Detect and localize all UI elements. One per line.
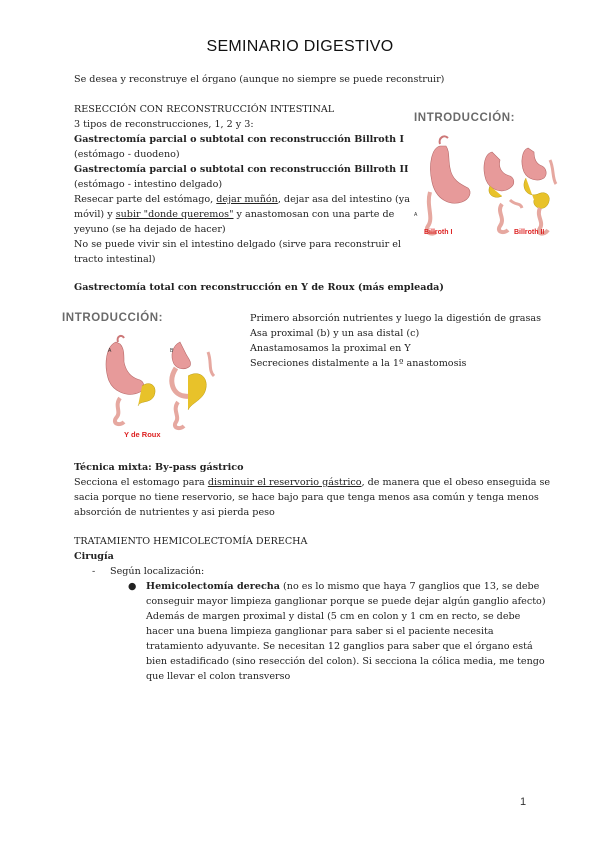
figure-roux-title: INTRODUCCIÓN:	[62, 312, 164, 324]
resect-line-1: Resecar parte del estómago, dejar muñón, dejar asa del intestino (ya	[74, 194, 410, 205]
intro-line: Se desea y reconstruye el órgano (aunque no siempre se puede reconstruir)	[74, 74, 445, 85]
roux-illustration	[58, 306, 238, 446]
figure-roux-label-a: A	[108, 348, 112, 354]
hemi-line-2: conseguir mayor limpieza ganglionar porque se puede dejar algún ganglio afecto)	[146, 596, 546, 607]
billroth2-desc: (estómago - intestino delgado)	[74, 179, 223, 190]
section-heading-reseccion: RESECCIÓN CON RECONSTRUCCIÓN INTESTINAL	[74, 104, 335, 115]
billroth2-title: Gastrectomía parcial o subtotal con reconstrucción Billroth II	[74, 164, 409, 175]
roux-note-4: Secreciones distalmente a la 1º anastomosis	[250, 358, 467, 369]
hemi-line-5: tratamiento adyuvante. Se necesitan 12 ganglios para saber que el órgano está	[146, 641, 533, 652]
bypass-line-2: sacia porque no tiene reservorio, se hace bajo para que tenga menos asa común y tenga menos	[74, 492, 539, 503]
billroth1-title: Gastrectomía parcial o subtotal con reconstrucción Billroth I	[74, 134, 404, 145]
hemicolectomia-bold: Hemicolectomía derecha	[146, 581, 280, 592]
figure-roux	[58, 306, 238, 446]
page-number: 1	[520, 796, 527, 808]
label-billroth-2: Billroth II	[514, 229, 545, 236]
bypass-title: Técnica mixta: By-pass gástrico	[74, 462, 244, 473]
dash-list-item: - Según localización:	[92, 566, 205, 577]
hemi-line-1: Hemicolectomía derecha (no es lo mismo que haya 7 ganglios que 13, se debe	[146, 581, 540, 592]
hemi-line-7: que llevar el colon transverso	[146, 671, 291, 682]
tratamiento-heading: TRATAMIENTO HEMICOLECTOMÍA DERECHA	[74, 536, 308, 547]
roux-title: Gastrectomía total con reconstrucción en Y de Roux (más empleada)	[74, 282, 444, 293]
label-y-de-roux: Y de Roux	[124, 430, 161, 439]
resect-line-3: yeyuno (se ha dejado de hacer)	[74, 224, 226, 235]
types-line: 3 tipos de reconstrucciones, 1, 2 y 3:	[74, 119, 254, 130]
bullet-dot: ●	[128, 581, 137, 592]
roux-note-3: Anastamosamos la proximal en Y	[250, 343, 411, 354]
cirugia-label: Cirugía	[74, 551, 114, 562]
resect-line-2: móvil) y subir "donde queremos" y anastomosan con una parte de	[74, 209, 395, 220]
billroth1-desc: (estómago - duodeno)	[74, 149, 180, 160]
bypass-line-1: Secciona el estomago para disminuir el reservorio gástrico, de manera que el obeso enseguida se	[74, 477, 551, 488]
figure-billroth-title: INTRODUCCIÓN:	[414, 112, 516, 124]
figure-billroth	[410, 108, 560, 248]
underlined-disminuir-reservorio: disminuir el reservorio gástrico	[207, 477, 362, 488]
roux-note-2: Asa proximal (b) y un asa distal (c)	[250, 328, 420, 339]
bypass-line-3: absorción de nutrientes y asi pierda peso	[74, 507, 275, 518]
underlined-dejar-munon: dejar muñón	[216, 194, 278, 205]
novivir-line-1: No se puede vivir sin el intestino delgado (sirve para reconstruir el	[74, 239, 401, 250]
roux-note-1: Primero absorción nutrientes y luego la digestión de grasas	[250, 313, 542, 324]
hemi-line-4: hacer una buena limpieza ganglionar para saber si el paciente necesita	[146, 626, 494, 637]
novivir-line-2: tracto intestinal)	[74, 254, 156, 265]
hemi-line-6: bien estadificado (sino resección del colon). Si secciona la cólica media, me tengo	[146, 656, 545, 667]
hemi-line-3: Además de margen proximal y distal (5 cm en colon y 1 cm en recto, se debe	[146, 611, 521, 622]
billroth-illustration	[410, 108, 560, 248]
page-title: SEMINARIO DIGESTIVO	[206, 38, 394, 55]
figure-billroth-label-a: A	[414, 212, 418, 218]
underlined-subir: subir "donde queremos"	[115, 209, 234, 220]
dash-bullet: -	[92, 566, 96, 577]
label-billroth-1: Billroth I	[424, 229, 453, 236]
figure-roux-label-b: B	[170, 348, 174, 354]
